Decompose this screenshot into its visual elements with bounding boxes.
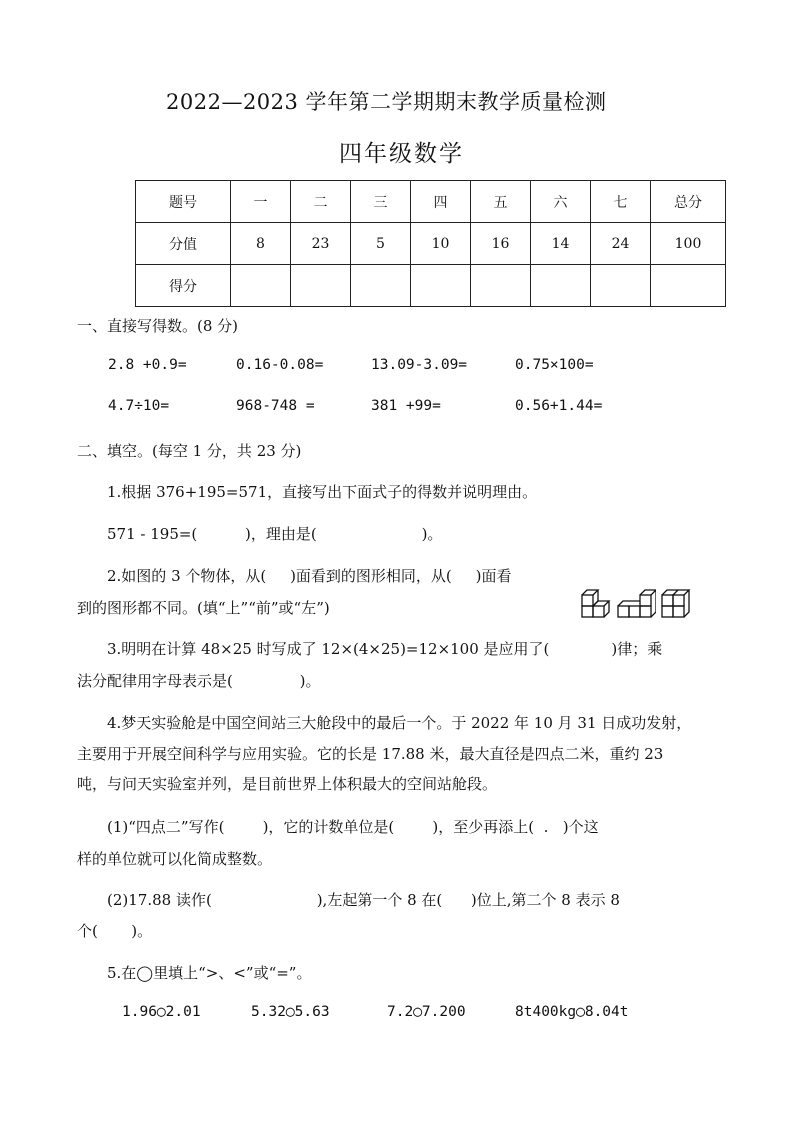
table-cell: 总分: [651, 181, 726, 223]
table-cell: 三: [351, 181, 411, 223]
compare-item: 8t400kg◯8.04t: [515, 1004, 629, 1020]
table-row-label: 分值: [136, 223, 231, 265]
table-cell: 六: [531, 181, 591, 223]
calc-item: 4.7÷10=: [108, 398, 170, 414]
q3-line1: 3.明明在计算 48×25 时写成了 12×(4×25)=12×100 是应用了( )律；乘: [107, 640, 663, 658]
calc-item: 0.16-0.08=: [236, 357, 324, 373]
score-table: [135, 180, 726, 307]
table-row: [136, 181, 726, 223]
q1-line: 571 - 195=( )，理由是( )。: [107, 525, 443, 543]
q3-line2: 法分配律用字母表示是( )。: [77, 672, 321, 690]
compare-item: 5.32◯5.63: [251, 1004, 330, 1020]
exam-subtitle: 四年级数学: [339, 141, 464, 167]
table-cell: 8: [231, 223, 291, 265]
table-row-label: 题号: [136, 181, 231, 223]
cube-figure-1: [580, 588, 612, 618]
table-cell: 23: [291, 223, 351, 265]
cube-figure-2: [616, 588, 656, 618]
score-entry-cell[interactable]: [591, 265, 651, 307]
score-entry-cell[interactable]: [651, 265, 726, 307]
calc-item: 0.56+1.44=: [515, 398, 603, 414]
q4-2-line2: 个( )。: [77, 922, 153, 940]
exam-title: 2022—2023 学年第二学期期末教学质量检测: [166, 90, 607, 114]
table-cell: 七: [591, 181, 651, 223]
cube-figure-3: [660, 588, 694, 618]
score-entry-cell[interactable]: [291, 265, 351, 307]
score-entry-cell[interactable]: [531, 265, 591, 307]
calc-item: 0.75×100=: [515, 357, 594, 373]
table-row: [136, 223, 726, 265]
section1-heading: 一、直接写得数。(8 分): [77, 317, 239, 335]
table-row: [136, 265, 726, 307]
table-cell: 16: [471, 223, 531, 265]
section2-heading: 二、填空。(每空 1 分，共 23 分): [77, 442, 302, 460]
q4-line1: 4.梦天实验舱是中国空间站三大舱段中的最后一个。于 2022 年 10 月 31 日成功发射，: [107, 714, 692, 732]
q4-line2: 主要用于开展空间科学与应用实验。它的长是 17.88 米，最大直径是四点二米，重约 23: [77, 745, 664, 763]
calc-item: 2.8 +0.9=: [108, 357, 187, 373]
table-cell: 14: [531, 223, 591, 265]
table-row-label: 得分: [136, 265, 231, 307]
calc-item: 13.09-3.09=: [371, 357, 468, 373]
q2-line1: 2.如图的 3 个物体，从( )面看到的图形相同，从( )面看: [107, 567, 512, 585]
table-cell: 10: [411, 223, 471, 265]
score-entry-cell[interactable]: [411, 265, 471, 307]
table-cell: 四: [411, 181, 471, 223]
calc-item: 381 +99=: [371, 398, 441, 414]
score-entry-cell[interactable]: [351, 265, 411, 307]
q4-line3: 吨，与问天实验室并列，是目前世界上体积最大的空间站舱段。: [77, 775, 498, 793]
q4-2-line1: (2)17.88 读作( ),左起第一个 8 在( )位上,第二个 8 表示 8: [107, 891, 620, 909]
table-cell: 二: [291, 181, 351, 223]
q1-text: 1.根据 376+195=571，直接写出下面式子的得数并说明理由。: [107, 483, 538, 501]
table-cell: 24: [591, 223, 651, 265]
q2-line2: 到的图形都不同。(填“上”“前”或“左”): [77, 599, 330, 617]
score-entry-cell[interactable]: [231, 265, 291, 307]
score-entry-cell[interactable]: [471, 265, 531, 307]
table-cell: 五: [471, 181, 531, 223]
calc-item: 968-748 =: [236, 398, 315, 414]
table-cell: 100: [651, 223, 726, 265]
compare-item: 1.96◯2.01: [122, 1004, 201, 1020]
q4-1-line2: 样的单位就可以化简成整数。: [77, 850, 273, 868]
q5-text: 5.在◯里填上“>、<”或“=”。: [107, 964, 312, 982]
q4-1-line1: (1)“四点二”写作( )，它的计数单位是( )，至少再添上( . )个这: [107, 818, 599, 836]
table-cell: 一: [231, 181, 291, 223]
compare-item: 7.2◯7.200: [387, 1004, 466, 1020]
table-cell: 5: [351, 223, 411, 265]
